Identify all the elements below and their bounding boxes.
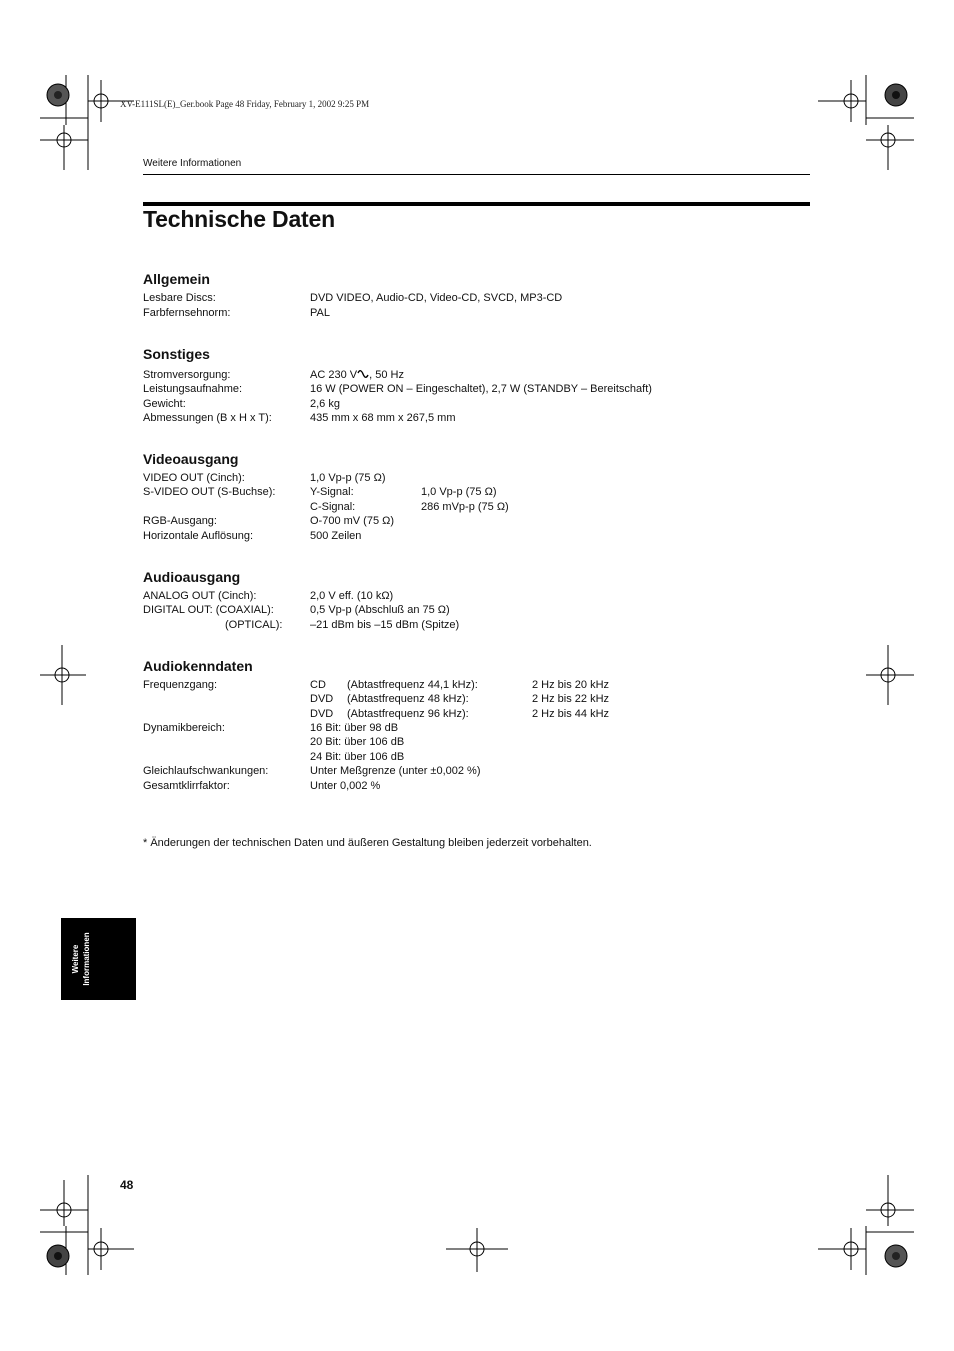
spec-label: Stromversorgung: — [143, 369, 231, 381]
spec-value: 0,5 Vp-p (Abschluß an 75 Ω) — [310, 604, 450, 616]
freq-range: 2 Hz bis 22 kHz — [532, 693, 610, 705]
spec-value — [310, 369, 404, 382]
spec-label: (OPTICAL): — [225, 619, 283, 631]
spec-label: S-VIDEO OUT (S-Buchse): — [143, 486, 276, 498]
section-heading-audiokenndaten: Audiokenndaten — [143, 658, 253, 674]
spec-label: Gewicht: — [143, 398, 186, 410]
spec-value: DVD VIDEO, Audio-CD, Video-CD, SVCD, MP3-CD — [310, 292, 563, 304]
spec-value: 1,0 Vp-p (75 Ω) — [310, 472, 386, 484]
page-number: 48 — [120, 1178, 134, 1192]
spec-label: Abmessungen (B x H x T): — [143, 412, 272, 424]
spec-value: 286 mVp-p (75 Ω) — [421, 501, 509, 513]
star-target-top-left — [47, 84, 69, 106]
spec-value: Unter 0,002 % — [310, 780, 381, 792]
spec-value-suffix: , 50 Hz — [369, 369, 404, 381]
running-head: Weitere Informationen — [143, 158, 242, 169]
disc-type: DVD — [310, 708, 334, 720]
file-header: XV-E111SL(E)_Ger.book Page 48 Friday, February 1, 2002 9:25 PM — [120, 99, 370, 109]
spec-label: Leistungsaufnahme: — [143, 383, 243, 395]
side-tab-label — [70, 919, 92, 999]
registration-mark — [866, 125, 914, 170]
header-rule — [143, 174, 810, 175]
registration-mark — [446, 1228, 508, 1272]
section-heading-allgemein: Allgemein — [143, 271, 210, 287]
spec-value-prefix: AC 230 V — [310, 369, 358, 381]
spec-label: ANALOG OUT (Cinch): — [143, 590, 257, 602]
spec-value: PAL — [310, 307, 330, 319]
freq-range: 2 Hz bis 20 kHz — [532, 679, 610, 691]
registration-mark — [818, 80, 866, 122]
sample-rate: (Abtastfrequenz 48 kHz): — [347, 693, 469, 705]
sample-rate: (Abtastfrequenz 44,1 kHz): — [347, 679, 478, 691]
freq-range: 2 Hz bis 44 kHz — [532, 708, 610, 720]
spec-value: 1,0 Vp-p (75 Ω) — [421, 486, 497, 498]
spec-label: Gesamtklirrfaktor: — [143, 780, 230, 792]
registration-mark — [866, 1180, 914, 1226]
spec-label: Lesbare Discs: — [143, 292, 216, 304]
star-target-top-right — [885, 84, 907, 106]
star-target-bottom-left — [47, 1245, 69, 1267]
spec-sublabel: Y-Signal: — [310, 486, 354, 498]
spec-label: RGB-Ausgang: — [143, 515, 217, 527]
spec-label: Frequenzgang: — [143, 679, 217, 691]
star-target-bottom-right — [885, 1245, 907, 1267]
side-tab-line: Informationen — [82, 932, 91, 986]
spec-value: 24 Bit: über 106 dB — [310, 751, 405, 763]
spec-value: 435 mm x 68 mm x 267,5 mm — [310, 412, 456, 424]
spec-value: 16 W (POWER ON – Eingeschaltet), 2,7 W (STANDBY – Bereitschaft) — [310, 383, 652, 395]
footnote: * Änderungen der technischen Daten und äußeren Gestaltung bleiben jederzeit vorbehalten. — [143, 837, 592, 849]
side-tab-line: Weitere — [71, 944, 80, 974]
disc-type: DVD — [310, 693, 334, 705]
registration-mark — [40, 1180, 88, 1226]
registration-mark — [88, 1228, 134, 1270]
spec-label: DIGITAL OUT: (COAXIAL): — [143, 604, 274, 616]
spec-value: O-700 mV (75 Ω) — [310, 515, 395, 527]
section-heading-audioausgang: Audioausgang — [143, 569, 241, 585]
registration-mark — [40, 645, 86, 705]
section-heading-videoausgang: Videoausgang — [143, 451, 239, 467]
registration-mark — [818, 1228, 866, 1270]
spec-value: 20 Bit: über 106 dB — [310, 736, 405, 748]
disc-type: CD — [310, 679, 326, 691]
spec-label: Farbfernsehnorm: — [143, 307, 231, 319]
spec-value: 2,0 V eff. (10 kΩ) — [310, 590, 394, 602]
spec-value: 16 Bit: über 98 dB — [310, 722, 399, 734]
spec-label: VIDEO OUT (Cinch): — [143, 472, 245, 484]
side-tab — [61, 918, 136, 1000]
registration-mark — [40, 125, 88, 170]
spec-value: 500 Zeilen — [310, 530, 362, 542]
spec-value: –21 dBm bis –15 dBm (Spitze) — [310, 619, 460, 631]
spec-value: 2,6 kg — [310, 398, 340, 410]
section-heading-sonstiges: Sonstiges — [143, 346, 210, 362]
sample-rate: (Abtastfrequenz 96 kHz): — [347, 708, 469, 720]
spec-label: Gleichlaufschwankungen: — [143, 765, 269, 777]
spec-sublabel: C-Signal: — [310, 501, 356, 513]
ac-wave-icon — [357, 369, 369, 379]
spec-label: Dynamikbereich: — [143, 722, 225, 734]
spec-label: Horizontale Auflösung: — [143, 530, 254, 542]
page-title: Technische Daten — [143, 206, 335, 232]
registration-mark — [866, 645, 914, 705]
spec-value: Unter Meßgrenze (unter ±0,002 %) — [310, 765, 481, 777]
